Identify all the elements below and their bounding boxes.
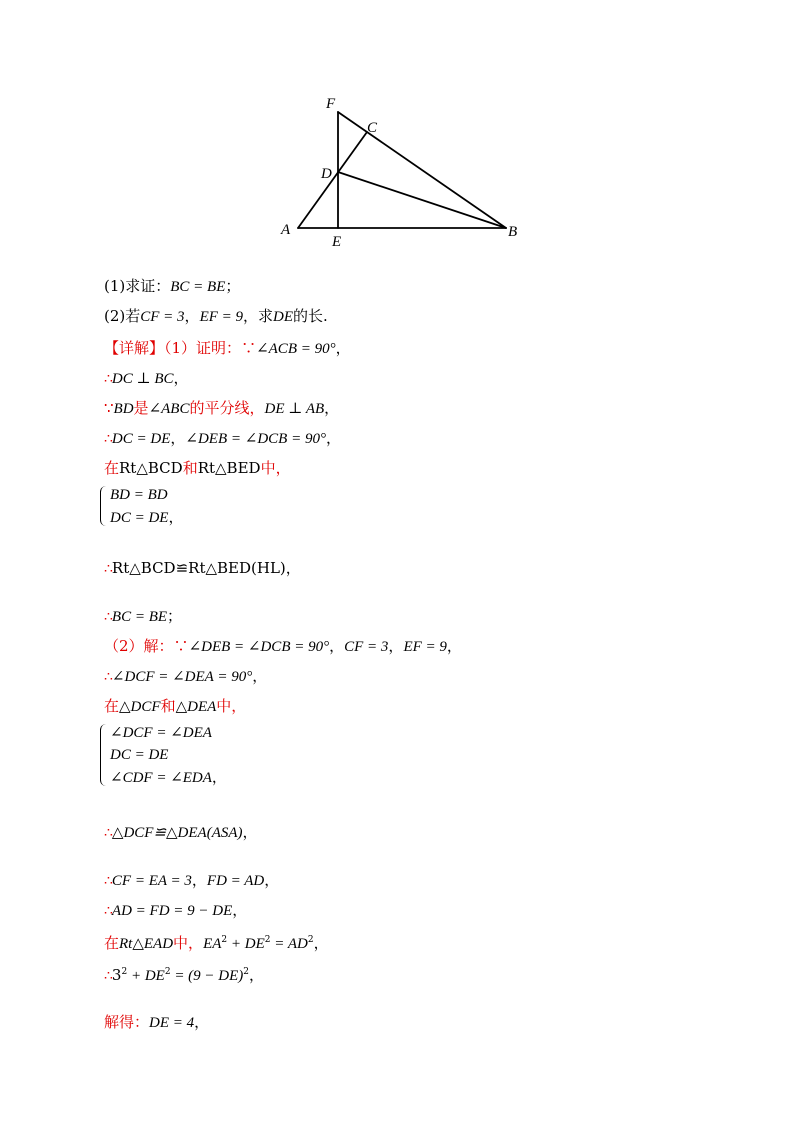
solution-line-16: 解得：DE = 4， — [104, 1013, 210, 1031]
label-b: B — [508, 224, 518, 240]
congruence-2: ∴△DCF≌△DEA(ASA)， — [104, 823, 258, 841]
solution-line-8: （2）解：∵∠DEB = ∠DCB = 90°，CF = 3，EF = 9， — [104, 637, 462, 655]
segment-ac — [298, 132, 367, 228]
solution-line-12: ∴CF = EA = 3，FD = AD， — [104, 871, 280, 889]
solution-line-14: 在Rt△EAD中，$EA^2 + DE^2 = AD^2$， — [104, 934, 329, 952]
solution-line-7: ∴BC = BE； — [104, 607, 183, 625]
geometry-figure — [270, 90, 530, 260]
solution-line-10: 在△DCF和△DEA中， — [104, 697, 247, 715]
solution-line-13: ∴AD = FD = 9 − DE， — [104, 901, 248, 919]
solution-line-9: ∴∠DCF = ∠DEA = 90°， — [104, 667, 268, 685]
label-f: F — [326, 96, 336, 112]
label-d: D — [321, 166, 332, 182]
segment-fb — [338, 112, 506, 228]
solution-line-1: 【详解】（1）证明：∵∠ACB = 90°， — [104, 339, 351, 357]
solution-line-5: 在Rt△BCD和Rt△BED中， — [104, 459, 291, 477]
equation-system-2: ∠DCF = ∠DEA DC = DE ∠CDF = ∠EDA， — [100, 722, 227, 788]
solution-line-3: ∵BD是∠ABC的平分线，DE ⊥ AB， — [104, 399, 340, 417]
solution-line-4: ∴DC = DE，∠DEB = ∠DCB = 90°， — [104, 429, 341, 447]
question-1: (1)求证：BC = BE； — [104, 277, 241, 295]
label-e: E — [332, 234, 342, 250]
equation-system-1: BD = BD DC = DE， — [100, 484, 183, 528]
segment-db — [338, 172, 506, 228]
label-a: A — [281, 222, 291, 238]
solution-heading: 【详解】 — [104, 339, 165, 357]
question-2: (2)若CF = 3，EF = 9，求DE的长. — [104, 307, 328, 325]
label-c: C — [367, 120, 378, 136]
congruence-1: ∴Rt△BCD≌Rt△BED(HL)， — [104, 559, 301, 577]
solution-line-15: $\therefore 3^2 + DE^2 = (9 - DE)^2$， — [104, 966, 265, 984]
solution-line-2: ∴DC ⊥ BC， — [104, 369, 189, 387]
